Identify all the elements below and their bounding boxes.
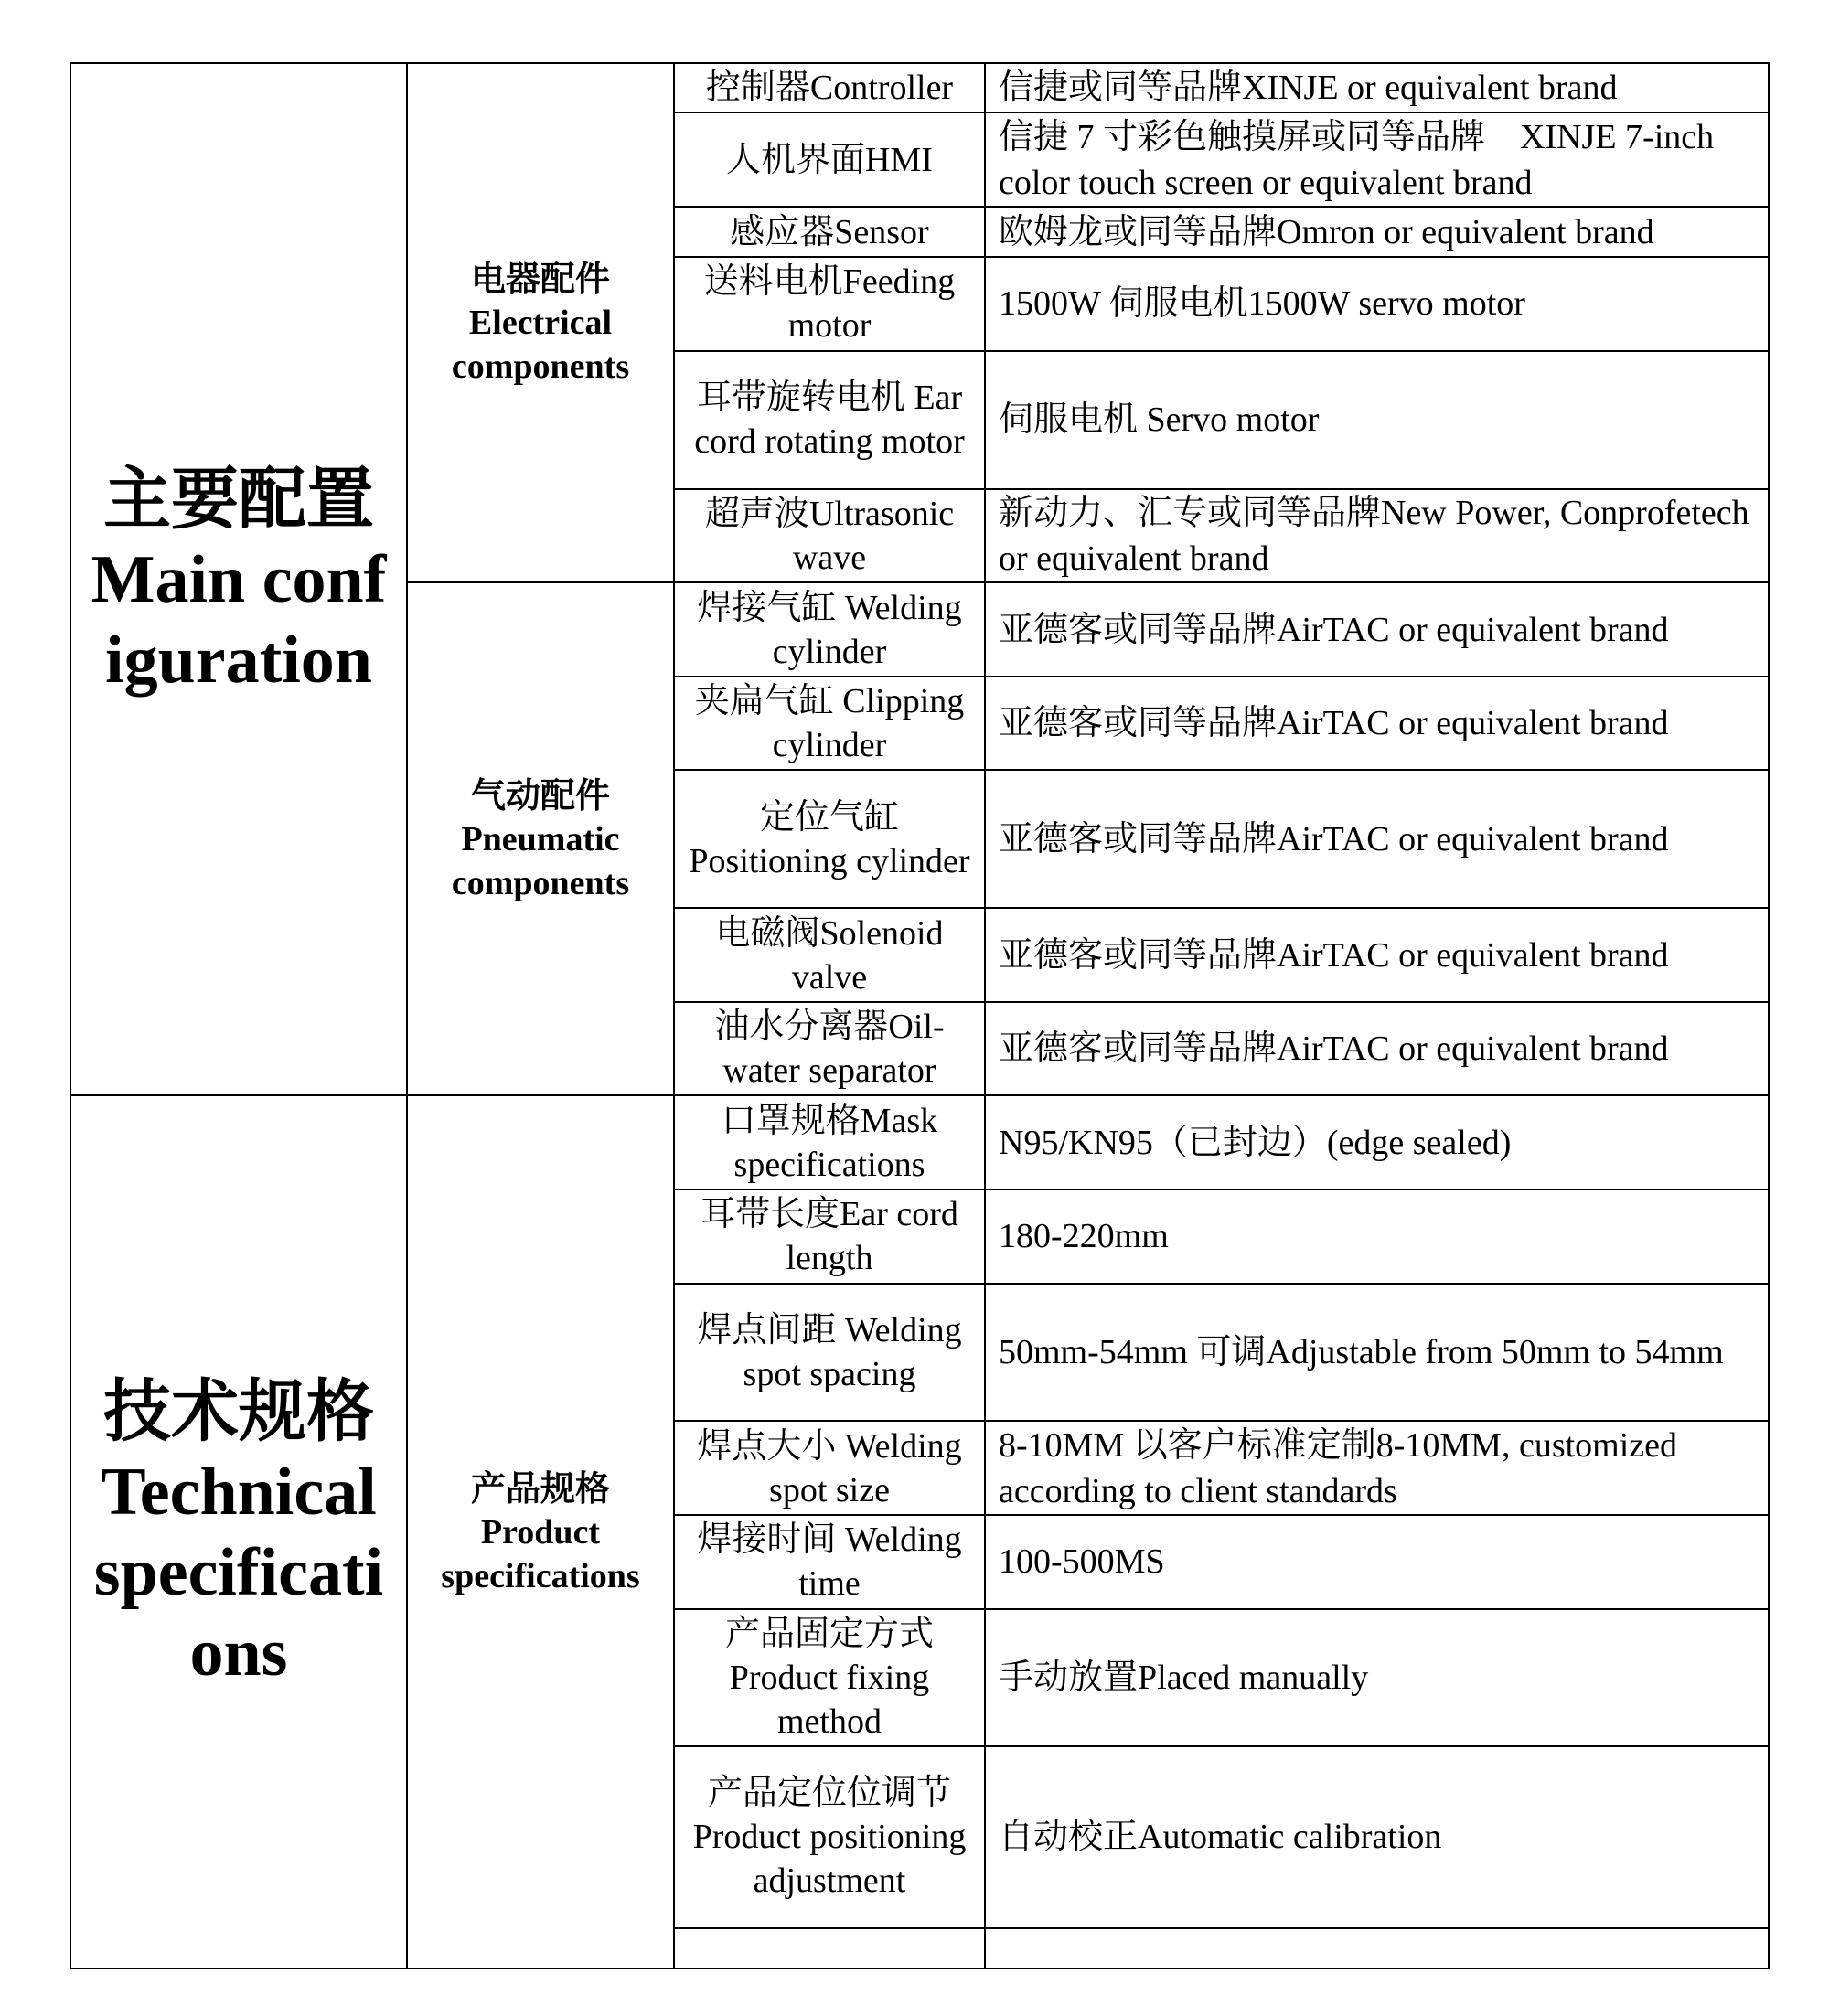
value-cell: 自动校正Automatic calibration	[985, 1746, 1769, 1927]
table-row	[70, 63, 1769, 112]
item-cell: 耳带旋转电机 Ear cord rotating motor	[674, 351, 985, 489]
item-cell: 焊接气缸 Welding cylinder	[674, 582, 985, 677]
item-cell: 送料电机Feeding motor	[674, 257, 985, 351]
item-cell: 焊点间距 Welding spot spacing	[674, 1284, 985, 1422]
item-cell: 超声波Ultrasonic wave	[674, 489, 985, 583]
value-cell: 亚德客或同等品牌AirTAC or equivalent brand	[985, 770, 1769, 908]
item-cell: 感应器Sensor	[674, 207, 985, 257]
product-label-en: Product specifications	[441, 1512, 640, 1595]
item-cell: 产品定位位调节 Product positioning adjustment	[674, 1746, 985, 1927]
item-cell: 焊接时间 Welding time	[674, 1515, 985, 1609]
item-cell: 焊点大小 Welding spot size	[674, 1421, 985, 1515]
value-cell: 伺服电机 Servo motor	[985, 351, 1769, 489]
technical-specifications-header	[70, 1095, 407, 1968]
value-cell: 亚德客或同等品牌AirTAC or equivalent brand	[985, 1002, 1769, 1096]
value-cell: 100-500MS	[985, 1515, 1769, 1609]
item-cell: 夹扁气缸 Clipping cylinder	[674, 677, 985, 771]
item-cell: 电磁阀Solenoid valve	[674, 908, 985, 1002]
empty-value-cell	[985, 1928, 1769, 1968]
item-cell: 人机界面HMI	[674, 112, 985, 207]
electrical-label-zh: 电器配件	[470, 259, 610, 300]
item-cell: 定位气缸 Positioning cylinder	[674, 770, 985, 908]
value-cell: 新动力、汇专或同等品牌New Power, Conprofetech or equivalent brand	[985, 489, 1769, 583]
product-specifications-header	[407, 1095, 674, 1968]
main-configuration-header	[70, 63, 407, 1095]
table-row	[70, 1095, 1769, 1189]
value-cell: 50mm-54mm 可调Adjustable from 50mm to 54mm	[985, 1284, 1769, 1422]
value-cell: 信捷或同等品牌XINJE or equivalent brand	[985, 63, 1769, 112]
pneumatic-components-header	[407, 582, 674, 1095]
main-configuration-title-zh: 主要配置	[103, 459, 374, 539]
value-cell: N95/KN95（已封边）(edge sealed)	[985, 1095, 1769, 1189]
value-cell: 亚德客或同等品牌AirTAC or equivalent brand	[985, 908, 1769, 1002]
item-cell: 耳带长度Ear cord length	[674, 1189, 985, 1284]
value-cell: 信捷 7 寸彩色触摸屏或同等品牌 XINJE 7-inch color touch screen or equivalent brand	[985, 112, 1769, 207]
item-cell: 控制器Controller	[674, 63, 985, 112]
value-cell: 亚德客或同等品牌AirTAC or equivalent brand	[985, 582, 1769, 677]
value-cell: 180-220mm	[985, 1189, 1769, 1284]
main-configuration-title-en: Main configuration	[91, 541, 387, 698]
item-cell: 口罩规格Mask specifications	[674, 1095, 985, 1189]
specification-table	[70, 62, 1770, 1969]
pneumatic-label-zh: 气动配件	[470, 774, 610, 816]
pneumatic-label-en: Pneumatic components	[451, 819, 630, 902]
technical-specifications-title-en: Technical specifications	[93, 1454, 384, 1691]
value-cell: 8-10MM 以客户标准定制8-10MM, customized according to client standards	[985, 1421, 1769, 1515]
value-cell: 欧姆龙或同等品牌Omron or equivalent brand	[985, 207, 1769, 257]
value-cell: 亚德客或同等品牌AirTAC or equivalent brand	[985, 677, 1769, 771]
electrical-label-en: Electrical components	[451, 304, 630, 387]
value-cell: 1500W 伺服电机1500W servo motor	[985, 257, 1769, 351]
value-cell: 手动放置Placed manually	[985, 1609, 1769, 1747]
electrical-components-header	[407, 63, 674, 582]
technical-specifications-title-zh: 技术规格	[103, 1371, 374, 1451]
product-label-zh: 产品规格	[470, 1467, 610, 1509]
item-cell: 产品固定方式 Product fixing method	[674, 1609, 985, 1747]
empty-item-cell	[674, 1928, 985, 1968]
item-cell: 油水分离器Oil-water separator	[674, 1002, 985, 1096]
